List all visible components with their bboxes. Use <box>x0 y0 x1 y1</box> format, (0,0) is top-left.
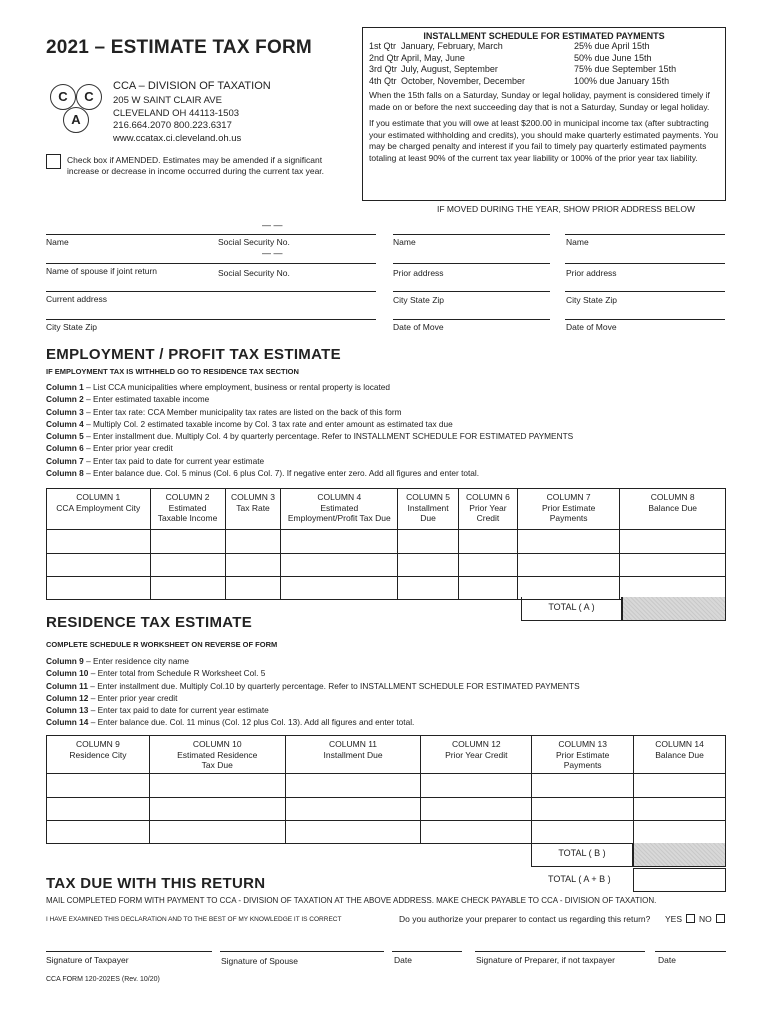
instruction-line <box>46 655 736 667</box>
instruction-text: – Enter prior year credit <box>83 443 173 454</box>
instruction-column: Column 1 <box>46 382 84 392</box>
instruction-line <box>46 667 736 679</box>
instruction-column: Column 4 <box>46 418 84 429</box>
schedule-rows <box>369 41 719 87</box>
res-cell[interactable] <box>532 821 634 844</box>
schedule-title: INSTALLMENT SCHEDULE FOR ESTIMATED PAYMENTS <box>423 31 665 41</box>
total-b-label: TOTAL ( B ) <box>531 843 633 867</box>
column-header-line: Estimated <box>320 502 359 513</box>
name-field[interactable] <box>46 234 376 235</box>
spouse-prior-city-field[interactable] <box>565 291 725 292</box>
column-header <box>459 489 518 530</box>
column-header-line: Residence City <box>69 749 127 760</box>
tax-due-title: TAX DUE WITH THIS RETURN <box>46 875 266 892</box>
column-header <box>47 489 151 530</box>
column-header-line: Installment <box>407 502 449 513</box>
emp-cell[interactable] <box>517 530 620 554</box>
address-line-2: CLEVELAND OH 44113-1503 <box>113 107 240 119</box>
instruction-column: Column 5 <box>46 431 84 442</box>
column-header-line: COLUMN 8 <box>650 492 695 502</box>
ssn-dashes-spouse: — — <box>262 248 283 258</box>
emp-cell[interactable] <box>281 530 398 554</box>
column-header-line: Due <box>420 513 436 523</box>
spouse-prior-address-label: Prior address <box>566 268 617 278</box>
column-header-line: COLUMN 10 <box>192 739 242 749</box>
instruction-column: Column 14 <box>46 717 89 728</box>
column-header-line: Employment/Profit Tax Due <box>287 513 391 523</box>
moved-note: IF MOVED DURING THE YEAR, SHOW PRIOR ADDRESS BELOW <box>437 204 696 214</box>
instruction-column: Column 12 <box>46 692 89 703</box>
current-address-label: Current address <box>46 294 107 304</box>
employment-instructions <box>46 381 736 479</box>
schedule-due: 75% due September 15th <box>574 64 677 74</box>
column-header-line: COLUMN 5 <box>406 492 451 502</box>
column-header-line: Payments <box>563 760 602 770</box>
schedule-due: 100% due January 15th <box>574 75 670 86</box>
column-header-line: Tax Due <box>201 760 233 770</box>
res-cell[interactable] <box>421 774 532 798</box>
schedule-note-holiday: When the 15th falls on a Saturday, Sunday or legal holiday, payment is considered timely if made on or before the next succeeding day that is not a Saturday, Sunday or legal holiday. <box>369 90 710 112</box>
schedule-row <box>369 64 719 76</box>
emp-cell[interactable] <box>459 554 518 577</box>
column-header <box>421 736 532 774</box>
schedule-quarter: 2nd Qtr <box>369 52 400 63</box>
column-header <box>225 489 281 530</box>
website: www.ccatax.ci.cleveland.oh.us <box>113 132 242 144</box>
res-cell[interactable] <box>421 821 532 844</box>
res-cell[interactable] <box>149 798 285 821</box>
schedule-row <box>369 76 719 88</box>
preparer-signature-label: Signature of Preparer, if not taxpayer <box>476 955 615 965</box>
ssn-label: Social Security No. <box>218 237 290 247</box>
emp-cell[interactable] <box>459 577 518 600</box>
declaration: I HAVE EXAMINED THIS DECLARATION AND TO THE BEST OF MY KNOWLEDGE IT IS CORRECT <box>46 916 342 923</box>
spouse-date-of-move-field[interactable] <box>565 319 725 320</box>
instruction-line <box>46 455 736 467</box>
authorize-question: Do you authorize your preparer to contact us regarding this return? <box>399 914 651 924</box>
taxpayer-signature-label: Signature of Taxpayer <box>46 955 129 965</box>
employment-row-1 <box>47 530 726 554</box>
prior-city-label: City State Zip <box>393 295 445 305</box>
logo-letter-c2: C <box>76 84 102 110</box>
column-header <box>620 489 726 530</box>
res-cell[interactable] <box>532 798 634 821</box>
res-cell[interactable] <box>532 774 634 798</box>
residence-instructions <box>46 655 736 729</box>
res-cell[interactable] <box>634 821 726 844</box>
spouse-signature-field[interactable] <box>220 951 384 952</box>
spouse-prior-address-field[interactable] <box>565 263 725 264</box>
prior-address-field[interactable] <box>393 263 550 264</box>
schedule-months: January, February, March <box>401 41 503 51</box>
name-label: Name <box>46 237 69 247</box>
instruction-column: Column 6 <box>46 443 84 454</box>
column-header-line: Prior Year Credit <box>445 749 508 760</box>
column-header-line: COLUMN 7 <box>546 492 591 502</box>
emp-cell[interactable] <box>398 530 459 554</box>
instruction-line <box>46 393 736 405</box>
column-header <box>150 489 225 530</box>
org-address <box>113 95 241 145</box>
emp-cell[interactable] <box>398 554 459 577</box>
mail-note: MAIL COMPLETED FORM WITH PAYMENT TO CCA - DIVISION OF TAXATION AT THE ABOVE ADDRESS. MAKE CHECK PAYABLE TO CCA - DIVISION OF TAXATION. <box>46 896 657 905</box>
column-header <box>281 489 398 530</box>
instruction-line <box>46 704 736 716</box>
emp-cell[interactable] <box>459 530 518 554</box>
schedule-quarter: 1st Qtr <box>369 41 397 51</box>
instruction-text: – List CCA municipalities where employment, business or rental property is located <box>83 382 391 392</box>
instruction-line <box>46 430 736 442</box>
taxpayer-signature-field[interactable] <box>46 951 212 952</box>
column-header-line: COLUMN 12 <box>452 739 501 749</box>
emp-cell[interactable] <box>398 577 459 600</box>
schedule-due: 25% due April 15th <box>574 41 650 51</box>
instruction-line <box>46 442 736 454</box>
column-header-line: COLUMN 14 <box>655 739 704 749</box>
column-header-line: COLUMN 13 <box>558 739 607 749</box>
res-cell[interactable] <box>47 821 150 844</box>
res-cell[interactable] <box>634 774 726 798</box>
residence-table <box>46 735 726 844</box>
instruction-column: Column 2 <box>46 394 84 405</box>
emp-cell[interactable] <box>281 554 398 577</box>
date-label-1: Date <box>394 955 412 965</box>
emp-cell[interactable] <box>517 554 620 577</box>
column-header-line: COLUMN 2 <box>165 492 210 502</box>
instruction-text: – Enter tax rate: CCA Member municipality tax rates are listed on the back of this form <box>83 406 402 417</box>
amended-checkbox[interactable] <box>46 154 61 169</box>
date-of-move-label: Date of Move <box>393 322 444 332</box>
city-state-zip-label: City State Zip <box>46 322 98 332</box>
schedule-quarter: 4th Qtr <box>369 75 397 86</box>
emp-cell[interactable] <box>620 554 726 577</box>
res-cell[interactable] <box>634 798 726 821</box>
emp-cell[interactable] <box>47 554 151 577</box>
emp-cell[interactable] <box>47 577 151 600</box>
spouse-prior-city-label: City State Zip <box>566 295 618 305</box>
schedule-note-threshold: If you estimate that you will owe at least $200.00 in municipal income tax (after subtracting your estimated withholding and credits), you should make quarterly estimated payments. You may be charged penalty and interest if you fail to timely pay quarterly estimated payments totaling at least 90% of the current tax year liability or 100% of the prior year tax liability. <box>369 118 719 163</box>
column-header <box>47 736 150 774</box>
column-header-line: COLUMN 9 <box>75 739 120 749</box>
instruction-line <box>46 381 736 393</box>
address-line-1: 205 W SAINT CLAIR AVE <box>113 95 222 106</box>
instruction-text: – Enter total from Schedule R Worksheet Col. 5 <box>88 668 266 679</box>
instruction-text: – Enter estimated taxable income <box>83 394 210 405</box>
logo-letter-a: A <box>63 107 89 133</box>
preparer-signature-field[interactable] <box>475 951 645 952</box>
residence-subtitle: COMPLETE SCHEDULE R WORKSHEET ON REVERSE OF FORM <box>46 640 278 649</box>
amended-text: Check box if AMENDED. Estimates may be amended if a significant increase or decrease in income occurred during the current tax year. <box>67 155 325 176</box>
column-header-line: Prior Estimate <box>555 749 610 760</box>
column-header-line: CCA Employment City <box>56 502 141 513</box>
column-header-line: COLUMN 1 <box>76 492 121 502</box>
column-header-line: Prior Estimate <box>541 502 596 513</box>
instruction-text: – Enter installment due. Multiply Col.10 by quarterly percentage. Refer to INSTALLMENT SCHEDULE FOR ESTIMATED PAYMENTS <box>87 680 580 691</box>
schedule-row <box>369 53 719 65</box>
schedule-row <box>369 41 719 53</box>
column-header-line: COLUMN 3 <box>231 492 275 502</box>
instruction-text: – Enter residence city name <box>83 656 189 666</box>
schedule-months: April, May, June <box>401 52 465 63</box>
column-header-line: Tax Rate <box>236 502 270 513</box>
current-address-field[interactable] <box>46 291 376 292</box>
column-header <box>398 489 459 530</box>
instruction-column: Column 13 <box>46 705 89 716</box>
installment-schedule-box <box>362 27 726 201</box>
column-header-line: Payments <box>549 513 588 523</box>
column-header-line: Estimated <box>168 502 207 513</box>
prior-name-label: Name <box>393 237 416 247</box>
total-b-box[interactable] <box>633 843 726 867</box>
res-cell[interactable] <box>149 774 285 798</box>
total-a-label: TOTAL ( A ) <box>521 597 622 621</box>
emp-cell[interactable] <box>620 530 726 554</box>
date-of-move-field[interactable] <box>393 319 550 320</box>
instruction-column: Column 11 <box>46 680 88 691</box>
schedule-due: 50% due June 15th <box>574 52 652 63</box>
instruction-text: – Enter prior year credit <box>88 692 178 703</box>
column-header-line: Taxable Income <box>157 513 218 523</box>
employment-row-2 <box>47 554 726 577</box>
residence-row-1 <box>47 774 726 798</box>
res-cell[interactable] <box>285 821 421 844</box>
emp-cell[interactable] <box>47 530 151 554</box>
instruction-line <box>46 406 736 418</box>
spouse-prior-name-field[interactable] <box>565 234 725 235</box>
instruction-column: Column 8 <box>46 468 84 479</box>
column-header <box>285 736 421 774</box>
instruction-column: Column 10 <box>46 668 89 679</box>
org-name: CCA – DIVISION OF TAXATION <box>113 80 271 92</box>
res-cell[interactable] <box>47 798 150 821</box>
schedule-quarter: 3rd Qtr <box>369 64 398 74</box>
column-header-line: COLUMN 4 <box>317 492 362 502</box>
instruction-column: Column 7 <box>46 455 84 466</box>
res-cell[interactable] <box>285 798 421 821</box>
spouse-ssn-label: Social Security No. <box>218 268 290 278</box>
column-header <box>517 489 620 530</box>
column-header-line: Installment Due <box>323 749 383 760</box>
schedule-months: October, November, December <box>401 75 526 86</box>
spouse-prior-name-label: Name <box>566 237 589 247</box>
column-header-line: Balance Due <box>648 502 698 513</box>
prior-name-field[interactable] <box>393 234 550 235</box>
prior-city-field[interactable] <box>393 291 550 292</box>
spouse-signature-label: Signature of Spouse <box>221 956 299 966</box>
spouse-date-of-move-label: Date of Move <box>566 322 617 332</box>
instruction-line <box>46 418 736 430</box>
res-cell[interactable] <box>285 774 421 798</box>
yes-checkbox[interactable] <box>686 914 695 923</box>
form-id: CCA FORM 120-202ES (Rev. 10/20) <box>46 976 160 983</box>
instruction-text: – Enter installment due. Multiply Col. 4 by quarterly percentage. Refer to INSTALLMENT SCHEDULE FOR ESTIMATED PAYMENTS <box>83 431 574 442</box>
instruction-line <box>46 467 736 479</box>
cca-logo <box>44 80 104 140</box>
instruction-text: – Multiply Col. 2 estimated taxable income by Col. 3 tax rate and enter amount as estimated tax due <box>83 418 453 429</box>
instruction-text: – Enter balance due. Col. 11 minus (Col. 12 plus Col. 13). Add all figures and enter total. <box>88 717 415 728</box>
emp-cell[interactable] <box>225 577 281 600</box>
employment-subtitle: IF EMPLOYMENT TAX IS WITHHELD GO TO RESIDENCE TAX SECTION <box>46 367 299 376</box>
column-header-line: Balance Due <box>655 749 704 760</box>
yes-label: YES <box>665 914 683 924</box>
total-ab-box[interactable] <box>633 868 726 892</box>
column-header-line: Prior Year <box>469 502 507 513</box>
res-cell[interactable] <box>47 774 150 798</box>
emp-cell[interactable] <box>281 577 398 600</box>
emp-cell[interactable] <box>225 554 281 577</box>
logo-letter-c1: C <box>50 84 76 110</box>
employment-table <box>46 488 726 600</box>
column-header <box>149 736 285 774</box>
res-cell[interactable] <box>421 798 532 821</box>
city-state-zip-field[interactable] <box>46 319 376 320</box>
emp-cell[interactable] <box>150 530 225 554</box>
res-cell[interactable] <box>149 821 285 844</box>
column-header <box>634 736 726 774</box>
total-ab-label: TOTAL ( A + B ) <box>548 874 611 884</box>
no-checkbox[interactable] <box>716 914 725 923</box>
date-field-2[interactable] <box>655 951 726 952</box>
emp-cell[interactable] <box>150 577 225 600</box>
instruction-line <box>46 716 736 728</box>
column-header-line: COLUMN 6 <box>465 492 510 502</box>
instruction-text: – Enter tax paid to date for current year estimate <box>88 705 269 716</box>
total-a-box[interactable] <box>622 597 726 621</box>
spouse-field[interactable] <box>46 263 376 264</box>
instruction-text: – Enter balance due. Col. 5 minus (Col. 6 plus Col. 7). If negative enter zero. Add all figures and enter total. <box>83 468 480 479</box>
ssn-dashes: — — <box>262 220 283 230</box>
residence-table-header <box>47 736 726 774</box>
instruction-line <box>46 680 736 692</box>
no-label: NO <box>699 914 712 924</box>
instruction-column: Column 9 <box>46 656 84 666</box>
residence-row-2 <box>47 798 726 821</box>
residence-row-3 <box>47 821 726 844</box>
column-header-line: Estimated Residence <box>177 749 258 760</box>
column-header <box>532 736 634 774</box>
date-label-2: Date <box>658 955 676 965</box>
emp-cell[interactable] <box>150 554 225 577</box>
employment-table-header <box>47 489 726 530</box>
column-header-line: COLUMN 11 <box>329 739 378 749</box>
prior-address-label: Prior address <box>393 268 444 278</box>
page-title: 2021 – ESTIMATE TAX FORM <box>46 37 312 58</box>
schedule-months: July, August, September <box>401 64 498 74</box>
phone-numbers: 216.664.2070 800.223.6317 <box>113 120 232 131</box>
instruction-line <box>46 692 736 704</box>
column-header-line: Credit <box>476 513 500 523</box>
instruction-column: Column 3 <box>46 406 84 417</box>
date-field-1[interactable] <box>392 951 462 952</box>
instruction-text: – Enter tax paid to date for current year estimate <box>83 455 265 466</box>
emp-cell[interactable] <box>225 530 281 554</box>
employment-section-title: EMPLOYMENT / PROFIT TAX ESTIMATE <box>46 346 341 363</box>
spouse-label: Name of spouse if joint return <box>46 266 158 276</box>
residence-section-title: RESIDENCE TAX ESTIMATE <box>46 614 253 631</box>
